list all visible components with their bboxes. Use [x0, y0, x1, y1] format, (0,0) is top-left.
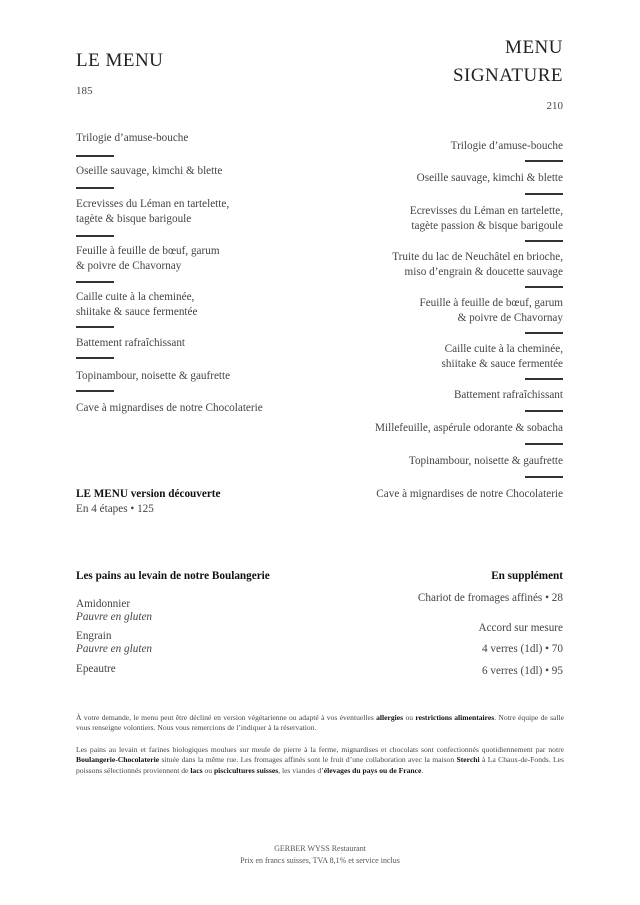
bread-name: Epeautre: [76, 663, 116, 675]
course-line: Feuille à feuille de bœuf, garum: [76, 245, 220, 257]
note-text: située dans la même rue. Les fromages affinés sont le fruit d’une collaboration avec la maison: [159, 755, 457, 765]
course-line: Battement rafraîchissant: [76, 337, 186, 349]
signature-title-line1: MENU: [505, 37, 563, 58]
course-line: tagète & bisque barigoule: [76, 212, 192, 225]
bread-name: Engrain: [76, 630, 112, 642]
emphasis-text: piscicultures suisses: [213, 765, 279, 775]
course-line: miso d’engrain & doucette sauvage: [404, 265, 563, 278]
course-line: Truite du lac de Neuchâtel en brioche,: [392, 251, 563, 263]
le-menu-price: 185: [76, 85, 93, 97]
course-line: Topinambour, noisette & gaufrette: [76, 370, 231, 382]
course-line: Cave à mignardises de notre Chocolaterie: [76, 402, 263, 414]
course-separator: [76, 187, 114, 189]
cheese-supplement: Chariot de fromages affinés • 28: [417, 592, 563, 604]
emphasis-text: Boulangerie-Chocolaterie: [76, 755, 160, 765]
course-line: Trilogie d’amuse-bouche: [450, 140, 563, 152]
course-line: Oseille sauvage, kimchi & blette: [76, 165, 223, 177]
footer-restaurant-name: GERBER WYSS Restaurant: [274, 844, 366, 853]
course-separator: [525, 240, 563, 242]
note-text: . Notre équipe de salle vous renseigne volontiers. Nous vous remercions de l’indiquer à la réservation.: [76, 713, 565, 733]
course-line: Caille cuite à la cheminée,: [444, 343, 563, 355]
note-text: .: [421, 765, 424, 775]
pairing-4-glasses: 4 verres (1dl) • 70: [482, 643, 563, 655]
course-separator: [76, 357, 114, 359]
pairing-6-glasses: 6 verres (1dl) • 95: [482, 665, 563, 677]
note-text: , les viandes d’: [278, 765, 324, 775]
course-separator: [525, 332, 563, 334]
emphasis-text: élevages du pays ou de France: [323, 765, 422, 775]
sourcing-note: [76, 745, 564, 776]
signature-title-line2: SIGNATURE: [452, 65, 563, 86]
course-line: Trilogie d’amuse-bouche: [76, 132, 189, 144]
dietary-note: [76, 713, 564, 734]
course-line: & poivre de Chavornay: [76, 259, 182, 272]
course-separator: [525, 160, 563, 162]
course-line: shiitake & sauce fermentée: [76, 305, 198, 318]
supplements-heading: En supplément: [491, 570, 563, 582]
emphasis-text: lacs: [190, 765, 203, 775]
bread-note: Pauvre en gluten: [76, 611, 153, 623]
bread-note: Pauvre en gluten: [76, 643, 153, 655]
le-menu-title: LE MENU: [76, 50, 164, 71]
course-separator: [525, 410, 563, 412]
course-separator: [76, 390, 114, 392]
course-line: Oseille sauvage, kimchi & blette: [416, 172, 563, 184]
pairing-title: Accord sur mesure: [478, 622, 563, 634]
course-line: & poivre de Chavornay: [457, 311, 563, 324]
footer-price-info: Prix en francs suisses, TVA 8,1% et service inclus: [240, 856, 400, 865]
course-separator: [525, 443, 563, 445]
note-text: ou: [202, 765, 214, 775]
course-line: Caille cuite à la cheminée,: [76, 291, 195, 303]
course-line: Battement rafraîchissant: [453, 389, 563, 401]
course-line: shiitake & sauce fermentée: [441, 357, 563, 370]
emphasis-text: restrictions alimentaires: [415, 713, 495, 722]
course-line: Topinambour, noisette & gaufrette: [408, 455, 563, 467]
course-separator: [525, 286, 563, 288]
note-text: À votre demande, le menu peut être décliné en version végétarienne ou adapté à vos éventuelles: [76, 713, 377, 722]
emphasis-text: allergies: [376, 713, 404, 722]
course-separator: [76, 281, 114, 283]
course-separator: [525, 476, 563, 478]
course-line: Feuille à feuille de bœuf, garum: [419, 297, 563, 309]
course-separator: [76, 155, 114, 157]
note-text: ou: [403, 713, 416, 722]
emphasis-text: Sterchi: [456, 755, 480, 765]
course-line: Millefeuille, aspérule odorante & sobacha: [375, 422, 563, 434]
note-text: à La Chaux-de-Fonds. Les poissons sélectionnés proviennent de: [76, 755, 564, 775]
course-line: Cave à mignardises de notre Chocolaterie: [376, 488, 563, 500]
signature-price: 210: [546, 100, 563, 112]
note-text: Les pains au levain et farines biologiques moulues sur meule de pierre à la ferme, mignardises et chocolats sont confectionnés quotidiennement par notre: [76, 745, 564, 754]
course-separator: [525, 378, 563, 380]
discovery-detail: En 4 étapes • 125: [76, 503, 154, 515]
course-separator: [525, 193, 563, 195]
course-line: Ecrevisses du Léman en tartelette,: [76, 198, 230, 210]
breads-heading: Les pains au levain de notre Boulangerie: [76, 570, 270, 582]
course-separator: [76, 326, 114, 328]
course-line: tagète passion & bisque barigoule: [411, 219, 563, 232]
discovery-title: LE MENU version découverte: [76, 488, 221, 500]
bread-name: Amidonnier: [76, 598, 131, 610]
course-separator: [76, 235, 114, 237]
course-line: Ecrevisses du Léman en tartelette,: [409, 205, 563, 217]
